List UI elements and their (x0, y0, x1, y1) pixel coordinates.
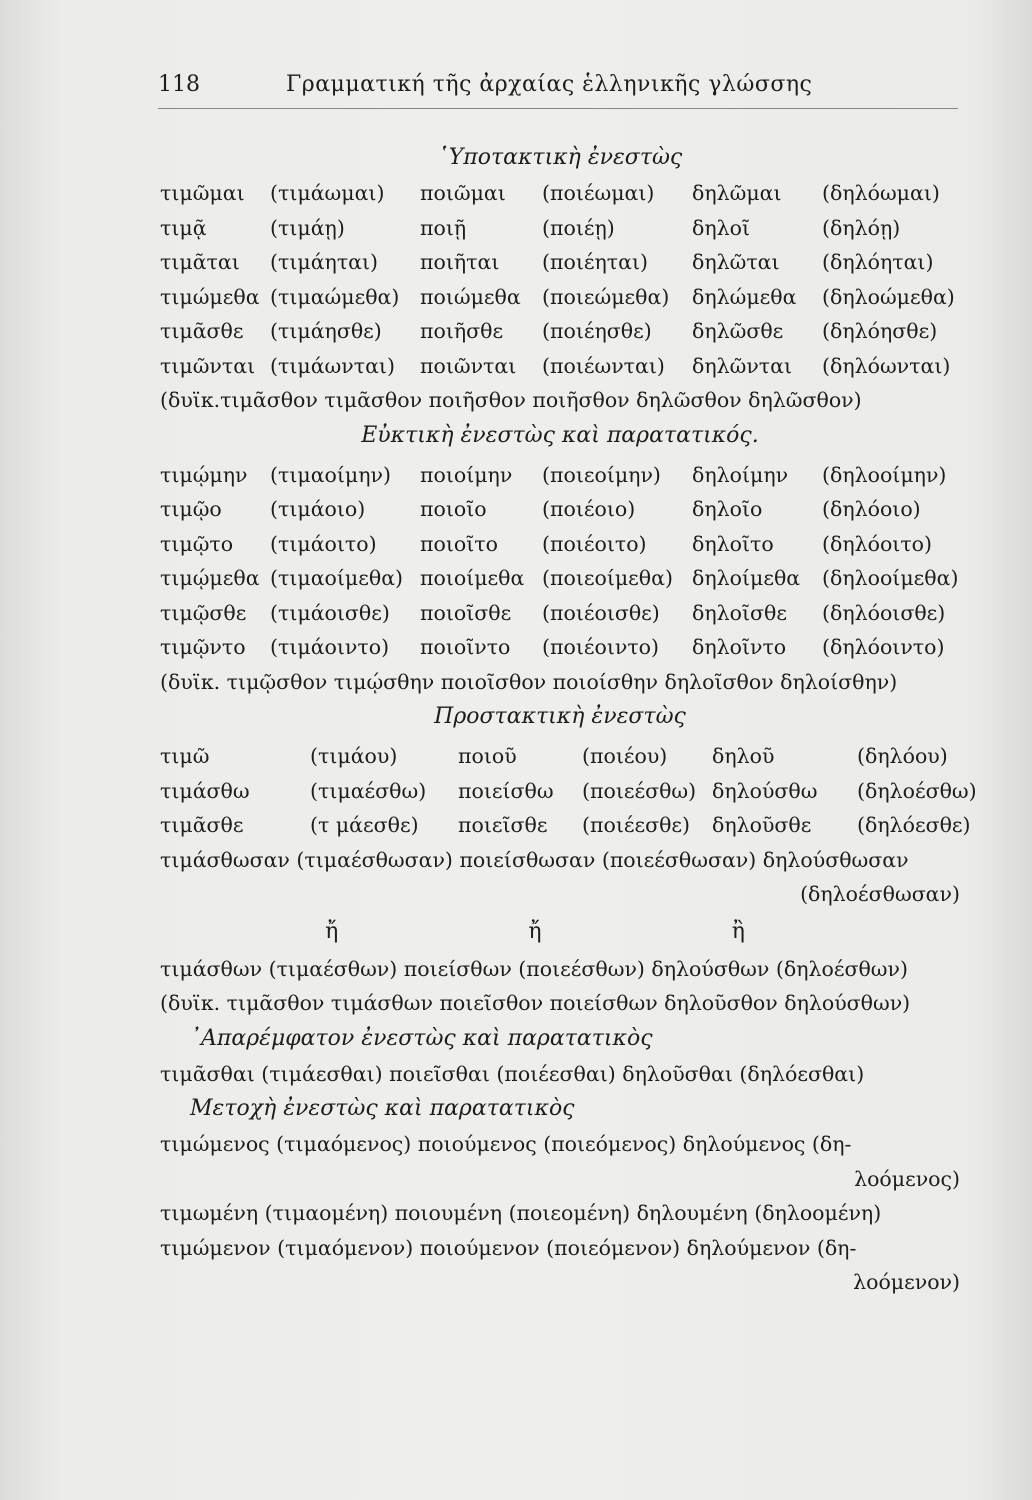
form-cell: (ποιέοισθε) (542, 600, 660, 625)
form-cell: τιμῷντο (160, 635, 246, 659)
form-cell: (τιμάοιο) (270, 497, 366, 521)
form-cell: (τιμάησθε) (270, 319, 382, 343)
form-cell: τιμῷσθε (160, 600, 247, 625)
table-row (160, 245, 960, 280)
optative-heading: Εὐκτικὴ ἐνεστὼς καὶ παρατατικός. (361, 422, 759, 448)
form-cell: δηλῶται (692, 250, 780, 274)
form-cell: δηλοῖσθε (692, 600, 787, 625)
form-cell: (τιμάου) (310, 744, 398, 768)
third-plural-continuation: (δηλοέσθωσαν) (800, 882, 960, 906)
form-cell: τιμᾶται (160, 250, 240, 274)
form-cell: (ποιεοίμεθα) (542, 566, 673, 590)
table-row (160, 349, 960, 384)
participle-heading: Μετοχὴ ἐνεστὼς καὶ παρατατικὸς (190, 1096, 575, 1121)
or-marks-row (160, 912, 960, 952)
table-row (160, 314, 960, 349)
form-cell: τιμῷτο (160, 531, 234, 556)
form-cell: τιμῷο (160, 497, 222, 521)
form-cell: (δηλόησθε) (822, 319, 938, 343)
header-rule (158, 108, 958, 109)
form-cell: (ποιεώμεθα) (542, 284, 670, 309)
or-mark: ἤ (528, 918, 542, 944)
page-number: 118 (158, 72, 200, 97)
form-cell: δηλοίμεθα (692, 566, 801, 590)
form-cell: (τιμάοιτο) (270, 531, 377, 556)
imperative-heading: Προστακτικὴ ἐνεστὼς (434, 704, 686, 729)
table-row (160, 527, 960, 562)
form-cell: (τιμαέσθω) (310, 778, 427, 803)
running-title: Γραμματική τῆς ἀρχαίας ἑλληνικῆς γλώσσης (286, 72, 813, 97)
table-row (160, 596, 960, 631)
table-row (160, 561, 960, 596)
form-cell: τιμᾷ (160, 215, 207, 240)
participle-neuter-continuation: λοόμενον) (853, 1270, 960, 1294)
form-cell: τιμάσθω (160, 778, 250, 803)
form-cell: δηλοῖ (692, 215, 750, 240)
form-cell: ποιῇ (420, 215, 467, 240)
participle-masculine-continuation: λοόμενος) (854, 1166, 960, 1191)
page-body (160, 140, 977, 1300)
form-cell: ποιῶνται (420, 353, 517, 378)
form-cell: (τιμαώμεθα) (270, 284, 400, 309)
participle-feminine-line: τιμωμένη (τιμαομένη) ποιουμένη (ποιεομένη) δηλουμένη (δηλοομένη) (160, 1201, 882, 1225)
form-cell: (ποιέωνται) (542, 353, 665, 378)
form-cell: δηλῶμαι (692, 181, 782, 205)
form-cell: ποιοίμεθα (420, 566, 525, 590)
table-row (160, 211, 960, 246)
form-cell: δηλώμεθα (692, 284, 797, 309)
or-mark: ἤ (325, 918, 339, 944)
page-header (158, 66, 956, 106)
form-cell: δηλῶνται (692, 353, 793, 378)
table-row (160, 458, 960, 493)
third-plural-line: τιμάσθωσαν (τιμαέσθωσαν) ποιείσθωσαν (ποιεέσθωσαν) δηλούσθωσαν (160, 847, 909, 872)
form-cell: (ποιέου) (582, 744, 668, 768)
form-cell: (ποιέωμαι) (542, 181, 655, 205)
form-cell: δηλῶσθε (692, 319, 784, 343)
form-cell: (δηλοώμεθα) (822, 284, 955, 309)
form-cell: (δηλοέσθω) (857, 778, 977, 803)
form-cell: (ποιέεσθε) (582, 813, 691, 837)
dual-forms-line: (δυϊκ. τιμῷσθον τιμῴσθην ποιοῖσθον ποιοίσθην δηλοῖσθον δηλοίσθην) (160, 669, 898, 694)
form-cell: (ποιέῃ) (542, 215, 615, 240)
form-cell: δηλοῖο (692, 497, 763, 521)
table-row (160, 774, 977, 809)
form-cell: τιμῴμην (160, 462, 248, 487)
table-row (160, 492, 960, 527)
form-cell: ποιῆσθε (420, 319, 504, 343)
form-cell: (δηλόῃ) (822, 215, 901, 240)
table-row (160, 280, 960, 315)
form-cell: ποιοῖντο (420, 635, 511, 659)
form-cell: (ποιέησθε) (542, 319, 652, 343)
participle-neuter-line: τιμώμενον (τιμαόμενον) ποιούμενον (ποιεόμενον) δηλούμενον (δη- (160, 1235, 857, 1260)
form-cell: (ποιεοίμην) (542, 462, 661, 487)
form-cell: (δηλόηται) (822, 250, 934, 274)
form-cell: ποιῶμαι (420, 181, 506, 205)
form-cell: (δηλόωνται) (822, 353, 951, 378)
form-cell: (τιμαοίμην) (270, 462, 391, 487)
form-cell: (ποιέοιτο) (542, 531, 647, 556)
form-cell: τιμώμεθα (160, 284, 260, 309)
imperative-table (160, 739, 977, 1021)
form-cell: (τιμάωμαι) (270, 181, 385, 205)
infinitive-line: τιμᾶσθαι (τιμάεσθαι) ποιεῖσθαι (ποιέεσθαι) δηλοῦσθαι (δηλόεσθαι) (160, 1061, 865, 1086)
form-cell: ποιείσθω (458, 778, 554, 803)
form-cell: (ποιέοιο) (542, 497, 636, 521)
form-cell: ποιοῦ (458, 744, 517, 768)
form-cell: τιμῶ (160, 744, 210, 768)
participle-masculine-line: τιμώμενος (τιμαόμενος) ποιούμενος (ποιεόμενος) δηλούμενος (δη- (160, 1132, 852, 1156)
form-cell: δηλοῦσθε (712, 813, 812, 837)
form-cell: δηλοίμην (692, 462, 789, 487)
table-row (160, 739, 960, 774)
form-cell: (ποιεέσθω) (582, 778, 697, 803)
table-row (160, 176, 960, 211)
form-cell: (ποιέηται) (542, 250, 648, 274)
form-cell: ποιοῖτο (420, 531, 498, 556)
form-cell: (δηλόεσθε) (857, 813, 971, 837)
table-row (160, 630, 960, 665)
form-cell: (τιμάωνται) (270, 353, 395, 378)
form-cell: δηλοῖτο (692, 531, 774, 556)
form-cell: ποιώμεθα (420, 284, 521, 309)
form-cell: (τιμαοίμεθα) (270, 566, 404, 590)
alternative-forms-line: τιμάσθων (τιμαέσθων) ποιείσθων (ποιεέσθων) δηλούσθων (δηλοέσθων) (160, 956, 908, 981)
form-cell: ποιοῖσθε (420, 600, 512, 625)
infinitive-heading: ᾿Απαρέμφατον ἐνεστὼς καὶ παρατατικὸς (190, 1025, 653, 1051)
form-cell: (δηλόοιτο) (822, 531, 933, 556)
form-cell: ποιοίμην (420, 462, 513, 487)
form-cell: (τιμάοισθε) (270, 600, 390, 625)
dual-forms-line: (δυϊκ.τιμᾶσθον τιμᾶσθον ποιῆσθον ποιῆσθον δηλῶσθον δηλῶσθον) (160, 388, 862, 412)
form-cell: τιμᾶσθε (160, 813, 244, 837)
form-cell: (τιμάηται) (270, 250, 379, 274)
optative-table (160, 458, 960, 700)
form-cell: (τ μάεσθε) (310, 813, 419, 837)
subjunctive-heading: ῾Υποτακτικὴ ἐνεστὼς (437, 145, 683, 170)
dual-forms-line: (δυϊκ. τιμᾶσθον τιμάσθων ποιεῖσθον ποιείσθων δηλοῦσθον δηλούσθων) (160, 991, 911, 1015)
form-cell: (δηλόοιντο) (822, 635, 945, 659)
form-cell: ποιῆται (420, 250, 500, 274)
form-cell: (ποιέοιντο) (542, 635, 659, 659)
form-cell: (τιμάῃ) (270, 215, 345, 240)
form-cell: δηλοῦ (712, 744, 775, 768)
form-cell: (δηλόοισθε) (822, 600, 946, 625)
form-cell: τιμᾶσθε (160, 319, 244, 343)
form-cell: (δηλόου) (857, 744, 948, 768)
or-mark: ἢ (731, 918, 745, 944)
form-cell: δηλοῖντο (692, 635, 787, 659)
form-cell: τιμῶνται (160, 353, 256, 378)
form-cell: τιμῴμεθα (160, 566, 260, 590)
form-cell: (δηλόωμαι) (822, 181, 940, 205)
form-cell: ποιεῖσθε (458, 813, 548, 837)
form-cell: τιμῶμαι (160, 181, 245, 205)
form-cell: δηλούσθω (712, 778, 818, 803)
form-cell: (τιμάοιντο) (270, 635, 390, 659)
form-cell: ποιοῖο (420, 497, 487, 521)
table-row (160, 808, 971, 843)
form-cell: (δηλοοίμεθα) (822, 566, 959, 590)
form-cell: (δηλοοίμην) (822, 462, 947, 487)
form-cell: (δηλόοιο) (822, 497, 921, 521)
subjunctive-table (160, 176, 960, 418)
